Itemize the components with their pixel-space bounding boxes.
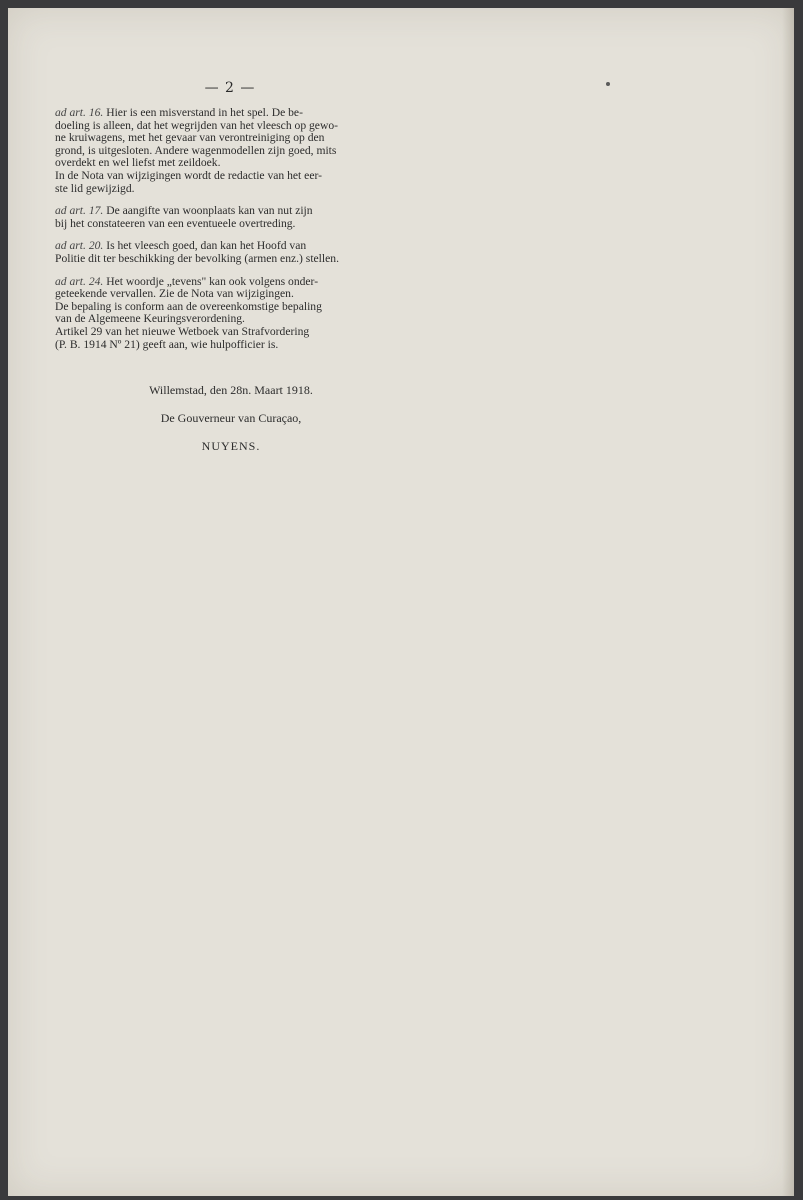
text-line: Het woordje „tevens" kan ook volgens onder- xyxy=(103,274,319,288)
signatory-name: NUYENS. xyxy=(201,439,261,453)
text-line: ste lid gewijzigd. xyxy=(55,181,135,195)
page-edge-shadow xyxy=(782,8,794,1196)
article-reference: ad art. 16. xyxy=(55,106,104,119)
text-line: ne kruiwagens, met het gevaar van verontreiniging op den xyxy=(55,131,325,145)
paragraph-art-24-strafvordering xyxy=(55,326,407,351)
text-line: van de Algemeene Keuringsverordening. xyxy=(55,312,245,326)
paragraph-art-20 xyxy=(55,240,407,265)
text-line: bij het constateeren van een eventueele overtreding. xyxy=(55,216,296,230)
text-line: Politie dit ter beschikking der bevolking (armen enz.) stellen. xyxy=(55,251,339,265)
body-text xyxy=(55,107,407,351)
page-number: — 2 — xyxy=(204,80,256,96)
ink-dot xyxy=(606,82,610,86)
text-line: overdekt en wel liefst met zeildoek. xyxy=(55,156,221,170)
paragraph-art-16 xyxy=(55,107,407,170)
text-line: De bepaling is conform aan de overeenkomstige bepaling xyxy=(55,299,322,313)
text-line: Artikel 29 van het nieuwe Wetboek van Strafvordering xyxy=(55,324,310,338)
paragraph-art-17 xyxy=(55,205,407,230)
article-reference: ad art. 20. xyxy=(55,239,104,253)
text-line: (P. B. 1914 Nº 21) geeft aan, wie hulpofficier is. xyxy=(55,337,279,351)
text-line: In de Nota van wijzigingen wordt de redactie van het eer- xyxy=(55,168,322,182)
text-line: doeling is alleen, dat het wegrijden van het vleesch op gewo- xyxy=(55,118,338,132)
place-date: Willemstad, den 28n. Maart 1918. xyxy=(149,383,313,397)
text-line: Is het vleesch goed, dan kan het Hoofd van xyxy=(103,239,307,253)
text-line: Hier is een misverstand in het spel. De be- xyxy=(103,106,303,119)
text-line: geteekende vervallen. Zie de Nota van wijzigingen. xyxy=(55,287,294,301)
paragraph-art-24 xyxy=(55,276,407,301)
article-reference: ad art. 24. xyxy=(55,274,104,288)
article-reference: ad art. 17. xyxy=(55,204,104,218)
paragraph-art-24-note xyxy=(55,301,407,326)
paragraph-art-16-note xyxy=(55,170,407,195)
text-line: grond, is uitgesloten. Andere wagenmodellen zijn goed, mits xyxy=(55,143,337,157)
text-line: De aangifte van woonplaats kan van nut zijn xyxy=(103,204,313,218)
signatory-office: De Gouverneur van Curaçao, xyxy=(160,411,302,425)
